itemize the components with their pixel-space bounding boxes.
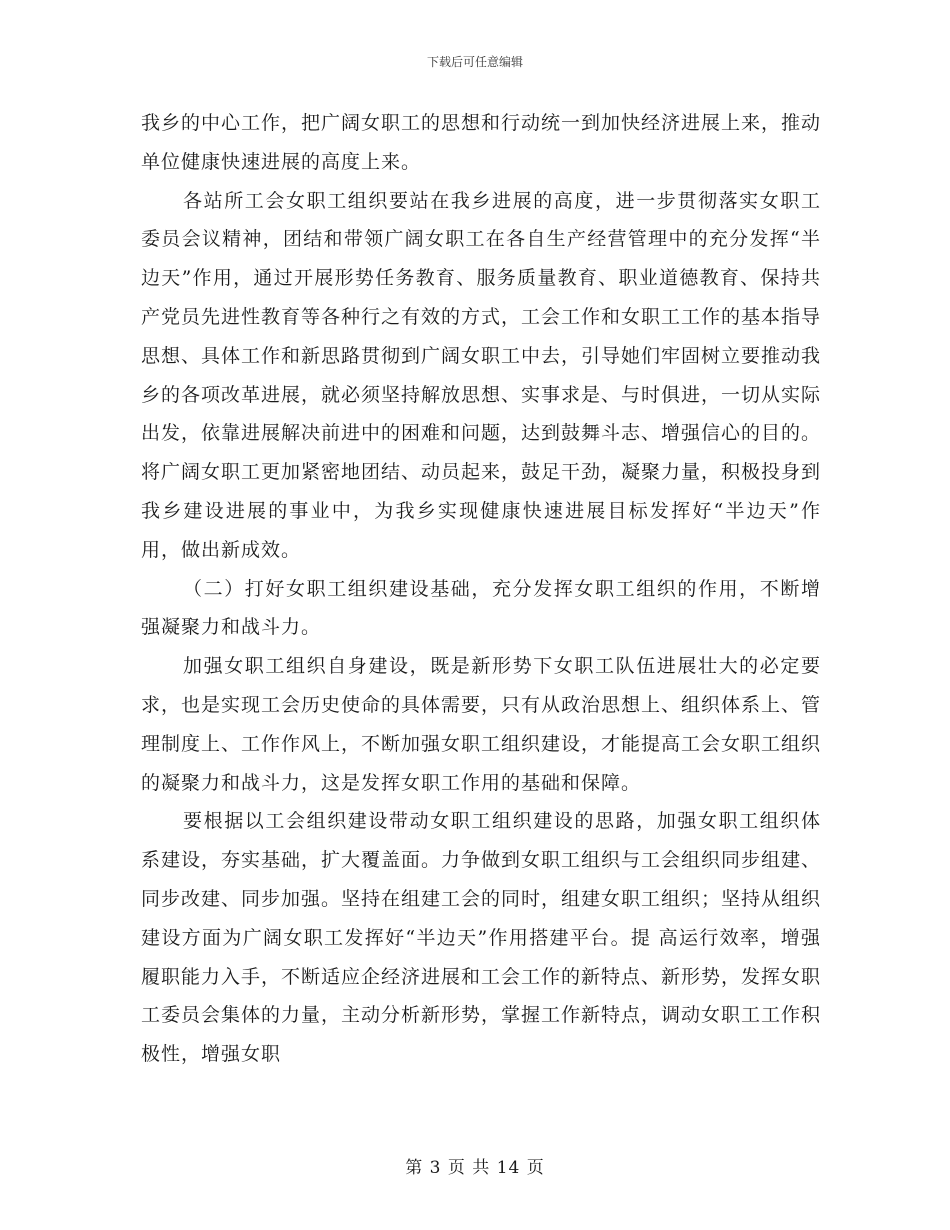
page-header: 下载后可任意编辑 bbox=[426, 55, 523, 69]
paragraph-womens-organization-role: 各站所工会女职工组织要站在我乡进展的高度，进一步贯彻落实女职工委员会议精神，团结和带领广阔女职工在各自生产经营管理中的充分发挥“半边天”作用，通过开展形势任务教育、服务质量教育、职业道德教育、保持共产党员先进性教育等各种行之有效的方式，工会工作和女职工工作的基本指导思想、具体工作和新思路贯彻到广阔女职工中去，引导她们牢固树立要推动我乡的各项改革进展，就必须坚持解放思想、实事求是、与时俱进，一切从实际出发，依靠进展解决前进中的困难和问题，达到鼓舞斗志、增强信心的目的。将广阔女职工更加紧密地团结、动员起来，鼓足干劲，凝聚力量，积极投身到我乡建设进展的事业中，为我乡实现健康快速进展目标发挥好“半边天”作用，做出新成效。 bbox=[141, 189, 822, 561]
paragraph-self-construction: 加强女职工组织自身建设，既是新形势下女职工队伍进展壮大的必定要求，也是实现工会历史使命的具体需要，只有从政治思想上、组织体系上、管理制度上、工作作风上，不断加强女职工组织建设，才能提高工会女职工组织的凝聚力和战斗力，这是发挥女职工作用的基础和保障。 bbox=[141, 655, 822, 794]
page-number-footer: 第 3 页 共 14 页 bbox=[405, 1158, 545, 1178]
paragraph-continuation: 我乡的中心工作，把广阔女职工的思想和行动统一到加快经济进展上来，推动单位健康快速进展的高度上来。 bbox=[141, 112, 822, 173]
section-heading-organization-building: （二）打好女职工组织建设基础，充分发挥女职工组织的作用，不断增强凝聚力和战斗力。 bbox=[141, 577, 821, 639]
paragraph-organization-system: 要根据以工会组织建设带动女职工组织建设的思路，加强女职工组织体系建设，夯实基础，扩大覆盖面。力争做到女职工组织与工会组织同步组建、同步改建、同步加强。坚持在组建工会的同时，组建女职工组织；坚持从组织建设方面为广阔女职工发挥好“半边天”作用搭建平台。提 高运行效率，增强履职能力入手，不断适应企经济进展和工会工作的新特点、新形势，发挥女职工委员会集体的力量，主动分析新形势，掌握工作新特点，调动女职工工作积极性，增强女职 bbox=[141, 810, 822, 1066]
document-body bbox=[141, 104, 821, 1074]
